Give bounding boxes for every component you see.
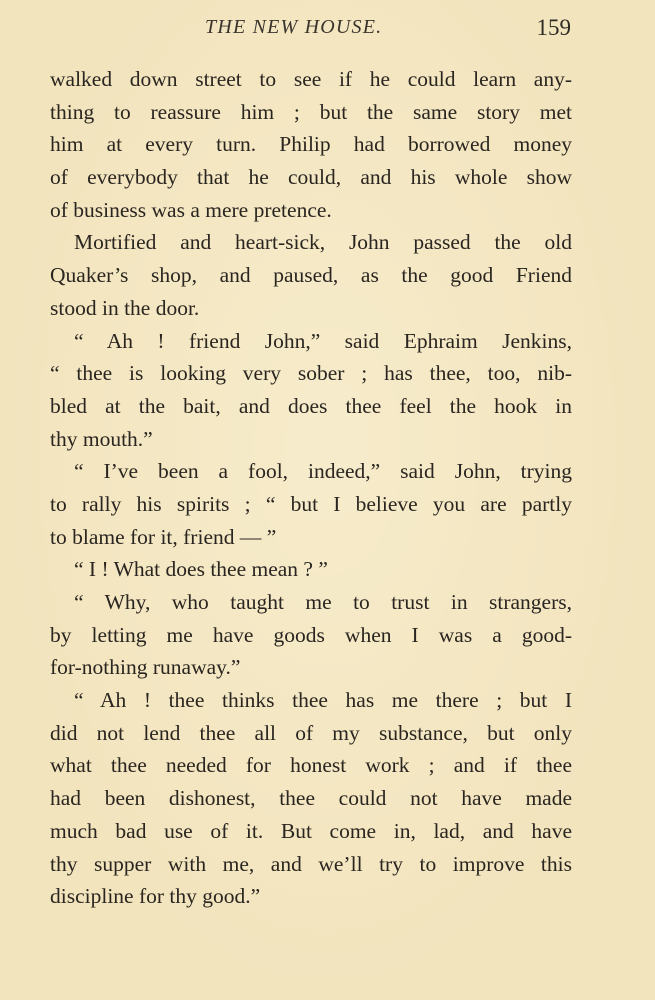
text-line: “ I’ve been a fool, indeed,” said John, trying [74, 459, 572, 484]
text-line: stood in the door. [50, 295, 200, 320]
page-number: 159 [536, 15, 571, 40]
text-line: discipline for thy good.” [50, 884, 261, 909]
body-text [50, 63, 572, 913]
text-line: thy mouth.” [50, 426, 153, 451]
text-line: bled at the bait, and does thee feel the hook in [50, 393, 572, 418]
text-line: for-nothing runaway.” [50, 655, 241, 680]
text-line: by letting me have goods when I was a good- [50, 622, 572, 647]
text-line: him at every turn. Philip had borrowed money [50, 132, 572, 157]
running-title: THE NEW HOUSE. [205, 16, 383, 38]
text-line: walked down street to see if he could learn any- [50, 67, 572, 91]
text-line: “ Ah ! thee thinks thee has me there ; but I [74, 688, 572, 713]
text-line: had been dishonest, thee could not have made [50, 786, 572, 811]
text-line: Quaker’s shop, and paused, as the good Friend [50, 263, 572, 288]
page-header [0, 14, 655, 44]
text-line: of everybody that he could, and his whole show [50, 165, 572, 190]
text-line: to blame for it, friend — ” [50, 524, 277, 549]
text-line: Mortified and heart-sick, John passed the old [74, 230, 572, 255]
text-line: much bad use of it. But come in, lad, and have [50, 818, 572, 843]
text-line: “ Why, who taught me to trust in strangers, [74, 590, 572, 614]
text-line: “ thee is looking very sober ; has thee, too, nib- [50, 361, 572, 386]
text-line: of business was a mere pretence. [50, 197, 332, 222]
text-line: thing to reassure him ; but the same story met [50, 99, 572, 124]
text-line: “ I ! What does thee mean ? ” [74, 557, 328, 582]
text-line: thy supper with me, and we’ll try to improve this [50, 851, 572, 876]
text-line: what thee needed for honest work ; and if thee [50, 753, 572, 778]
text-line: did not lend thee all of my substance, but only [50, 720, 572, 745]
text-line: to rally his spirits ; “ but I believe you are partly [50, 491, 572, 516]
text-line: “ Ah ! friend John,” said Ephraim Jenkins, [74, 328, 572, 353]
